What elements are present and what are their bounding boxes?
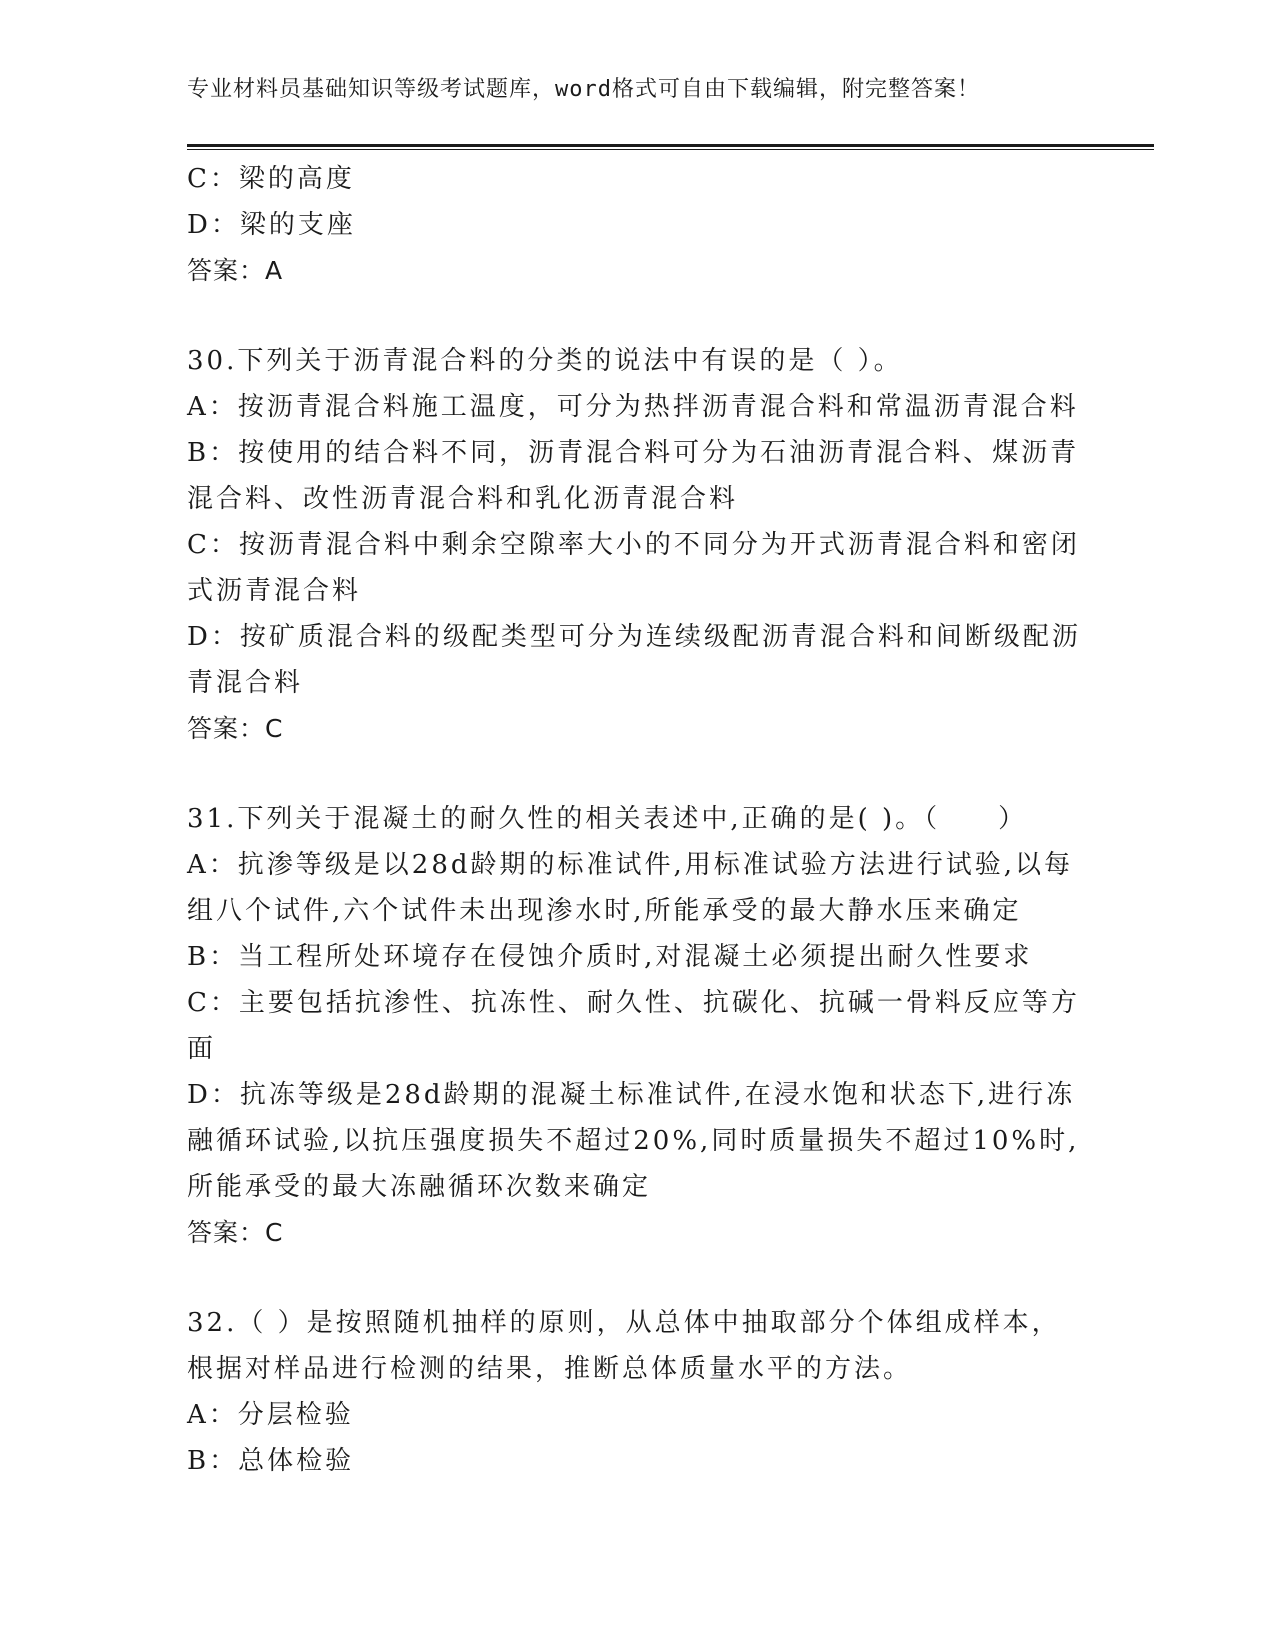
option-a-continued: 组八个试件,六个试件未出现渗水时,所能承受的最大静水压来确定 — [187, 896, 1022, 926]
option-d-continued: 青混合料 — [187, 668, 304, 698]
option-d-continued: 融循环试验,以抗压强度损失不超过20%,同时质量损失不超过10%时, — [187, 1126, 1080, 1156]
option-b-continued: 混合料、改性沥青混合料和乳化沥青混合料 — [187, 484, 739, 514]
option-b: B：总体检验 — [187, 1446, 355, 1476]
option-b: B：按使用的结合料不同，沥青混合料可分为石油沥青混合料、煤沥青 — [187, 438, 1080, 468]
option-d: D：梁的支座 — [187, 210, 356, 240]
spacer — [187, 1256, 1087, 1300]
question-31 — [187, 796, 1087, 1256]
answer-line: 答案：C — [187, 714, 284, 743]
option-c: C：梁的高度 — [187, 164, 355, 194]
option-d: D：抗冻等级是28d龄期的混凝土标准试件,在浸水饱和状态下,进行冻 — [187, 1080, 1076, 1110]
question-stem: 31.下列关于混凝土的耐久性的相关表述中,正确的是( )。（ ） — [187, 804, 1028, 834]
question-stem: 32.（ ）是按照随机抽样的原则，从总体中抽取部分个体组成样本， — [187, 1308, 1061, 1338]
question-stem: 30.下列关于沥青混合料的分类的说法中有误的是（ ）。 — [187, 346, 903, 376]
answer-line: 答案：C — [187, 1218, 284, 1247]
option-c-continued: 面 — [187, 1034, 217, 1064]
option-d-continued: 所能承受的最大冻融循环次数来确定 — [187, 1172, 652, 1202]
option-b: B：当工程所处环境存在侵蚀介质时,对混凝土必须提出耐久性要求 — [187, 942, 1033, 972]
question-32 — [187, 1300, 1087, 1484]
option-a: A：分层检验 — [187, 1400, 354, 1430]
spacer — [187, 294, 1087, 338]
answer-line: 答案：A — [187, 256, 284, 285]
question-stem-continued: 根据对样品进行检测的结果，推断总体质量水平的方法。 — [187, 1354, 913, 1384]
question-content — [187, 156, 1087, 1484]
option-a: A：抗渗等级是以28d龄期的标准试件,用标准试验方法进行试验,以每 — [187, 850, 1074, 880]
header-rule-thick — [187, 144, 1154, 147]
option-c: C：按沥青混合料中剩余空隙率大小的不同分为开式沥青混合料和密闭 — [187, 530, 1080, 560]
question-30 — [187, 338, 1087, 752]
option-a: A：按沥青混合料施工温度，可分为热拌沥青混合料和常温沥青混合料 — [187, 392, 1079, 422]
option-c-continued: 式沥青混合料 — [187, 576, 362, 606]
question-29-fragment — [187, 156, 1087, 294]
option-d: D：按矿质混合料的级配类型可分为连续级配沥青混合料和间断级配沥 — [187, 622, 1081, 652]
page-header: 专业材料员基础知识等级考试题库，word格式可自由下载编辑，附完整答案！ — [187, 77, 980, 102]
spacer — [187, 752, 1087, 796]
option-c: C：主要包括抗渗性、抗冻性、耐久性、抗碳化、抗碱一骨料反应等方 — [187, 988, 1080, 1018]
header-rule-thin — [187, 149, 1154, 150]
